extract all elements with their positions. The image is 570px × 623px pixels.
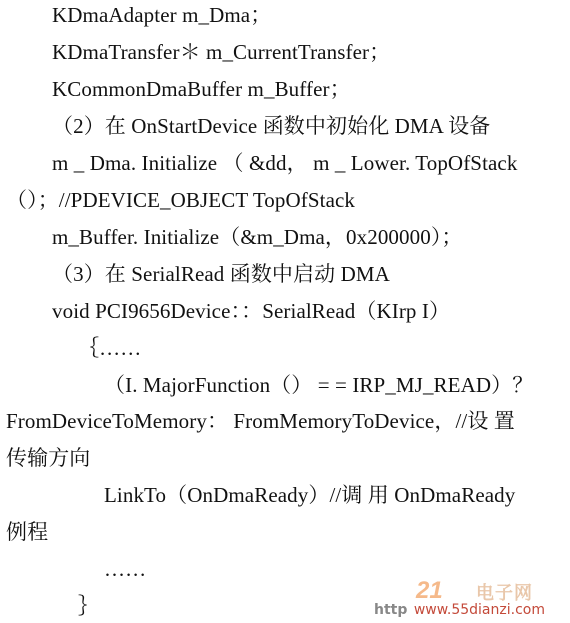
code-line: 例程 (6, 520, 49, 544)
watermark-logo-digits: 21 (416, 577, 443, 604)
code-line: 传输方向 (6, 446, 91, 470)
section-heading: （3）在 SerialRead 函数中启动 DMA (52, 262, 390, 286)
code-line: KDmaAdapter m_Dma； (52, 3, 272, 27)
code-line: LinkTo（OnDmaReady）//调 用 OnDmaReady (104, 483, 516, 507)
section-heading: （2）在 OnStartDevice 函数中初始化 DMA 设备 (52, 114, 491, 138)
code-line: （）；//PDEVICE_OBJECT TopOfStack (6, 188, 356, 212)
watermark-logo-text: 电子网 (476, 583, 533, 604)
code-line: ｝ (78, 594, 100, 618)
code-line: KCommonDmaBuffer m_Buffer； (52, 77, 351, 101)
watermark-url (374, 602, 545, 618)
code-line: （I. MajorFunction（） = = IRP_MJ_READ）？ (104, 373, 534, 397)
code-line: void PCI9656Device：：SerialRead（KIrp I） (52, 299, 451, 323)
code-line: FromDeviceToMemory： FromMemoryToDevice，//设 置 (6, 409, 515, 433)
code-line: m _ Dma. Initialize （ &dd， m _ Lower. TopOfStack (52, 151, 518, 175)
code-line: ｛…… (78, 336, 142, 360)
code-line: m_Buffer. Initialize（&m_Dma，0x200000）； (52, 225, 463, 249)
watermark-url-text: www.55dianzi.com (413, 602, 545, 618)
code-line: KDmaTransfer＊ m_CurrentTransfer； (52, 40, 391, 64)
site-watermark (374, 577, 564, 621)
code-line: …… (104, 557, 147, 581)
watermark-url-prefix: http (374, 602, 408, 618)
